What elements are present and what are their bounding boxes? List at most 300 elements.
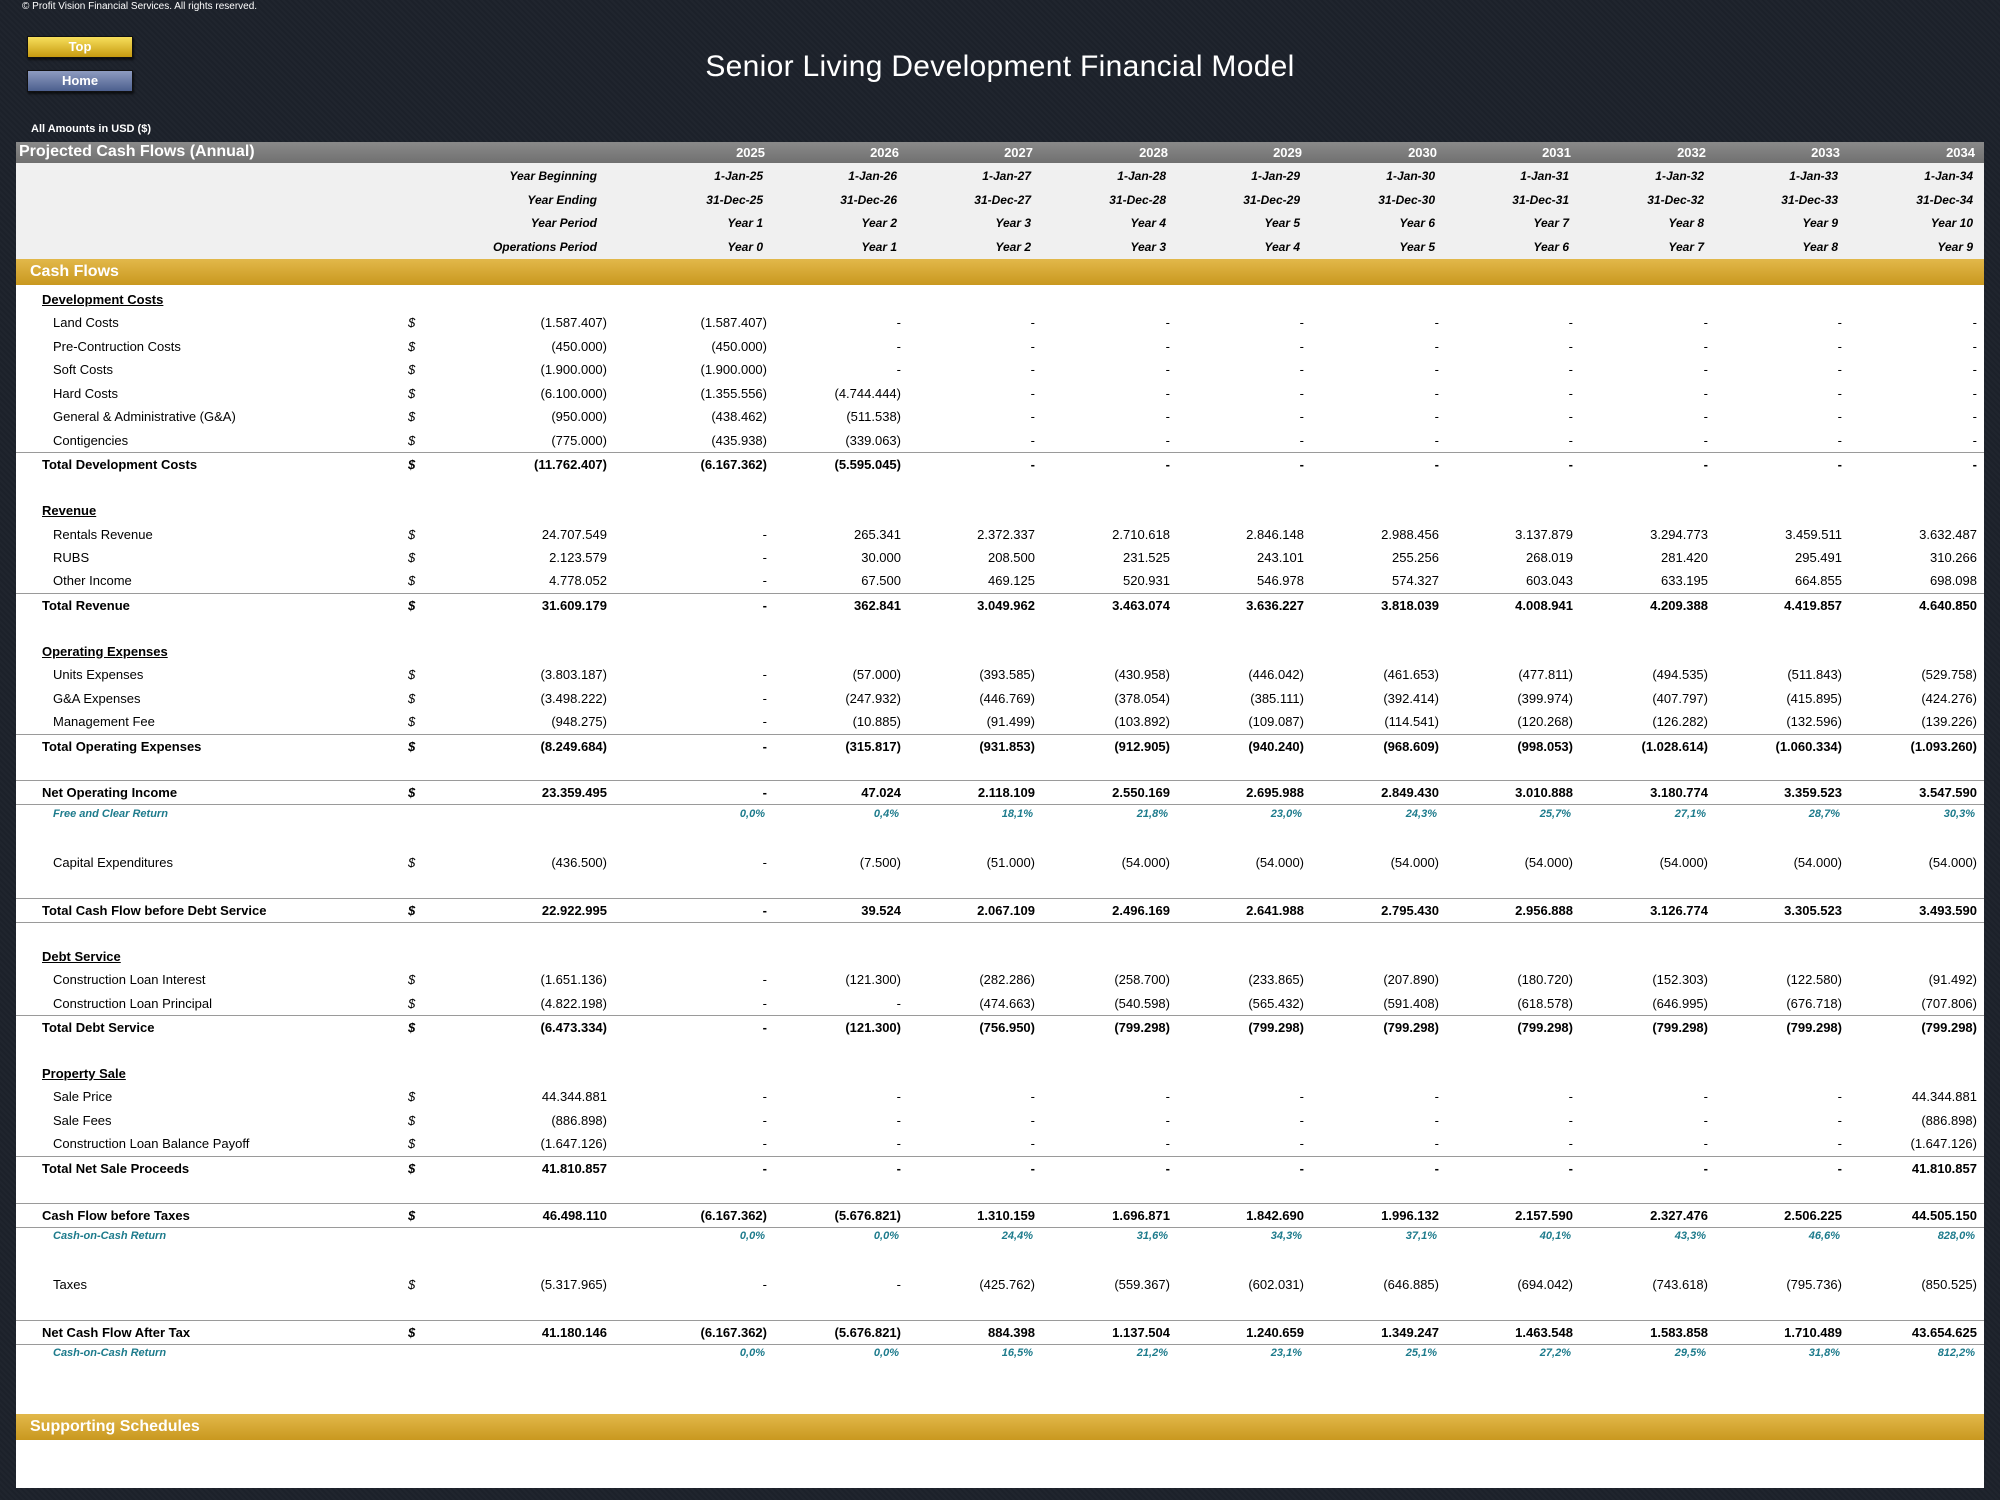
year-cell: 2.846.148 bbox=[1246, 526, 1304, 542]
year-cell: - bbox=[1837, 1112, 1842, 1128]
year-cell: 4.209.388 bbox=[1650, 597, 1708, 613]
year-cell: - bbox=[1165, 1112, 1170, 1128]
year-cell: (5.676.821) bbox=[834, 1207, 901, 1223]
year-cell: - bbox=[1030, 315, 1035, 331]
year-cell: 2.506.225 bbox=[1784, 1207, 1842, 1223]
row-management-fee bbox=[16, 710, 1984, 733]
year-cell: (393.585) bbox=[979, 667, 1035, 683]
period-header-block bbox=[16, 163, 1984, 259]
year-cell: - bbox=[1837, 1089, 1842, 1105]
year-cell: - bbox=[1703, 385, 1708, 401]
year-cell: 41.810.857 bbox=[1911, 1160, 1977, 1176]
year-cell: 3.305.523 bbox=[1784, 902, 1842, 918]
year-cell: (10.885) bbox=[852, 714, 901, 730]
row-sale-fees bbox=[16, 1109, 1984, 1132]
row-label: Construction Loan Balance Payoff bbox=[53, 1136, 250, 1152]
year-cell: 281.420 bbox=[1661, 549, 1708, 565]
year-cell: (676.718) bbox=[1786, 995, 1842, 1011]
year-cell: - bbox=[1972, 362, 1977, 378]
year-cell: - bbox=[1030, 385, 1035, 401]
year-cell: (1.900.000) bbox=[700, 362, 767, 378]
year-cell: (743.618) bbox=[1652, 1276, 1708, 1292]
year-cell: (6.167.362) bbox=[700, 1324, 767, 1340]
year-cell: - bbox=[1030, 1089, 1035, 1105]
period-header-cell: Year 1 bbox=[861, 239, 897, 254]
period-header-label: Year Beginning bbox=[509, 169, 597, 183]
year-header: 2029 bbox=[1273, 145, 1302, 160]
row-label: Total Cash Flow before Debt Service bbox=[42, 902, 267, 918]
total-cell: 31.609.179 bbox=[541, 597, 607, 613]
year-cell: (247.932) bbox=[845, 690, 901, 706]
row-label: Free and Clear Return bbox=[53, 807, 168, 820]
year-cell: - bbox=[1703, 432, 1708, 448]
year-cell: 30,3% bbox=[1943, 807, 1975, 820]
year-cell: 39.524 bbox=[861, 902, 901, 918]
year-cell: (756.950) bbox=[979, 1019, 1035, 1035]
year-cell: (399.974) bbox=[1517, 690, 1573, 706]
row-label: Rentals Revenue bbox=[53, 526, 153, 542]
row-operating-expenses bbox=[16, 640, 1984, 663]
year-cell: (540.598) bbox=[1114, 995, 1170, 1011]
year-cell: - bbox=[1972, 457, 1977, 473]
year-cell: - bbox=[1703, 457, 1708, 473]
year-cell: 2.956.888 bbox=[1515, 902, 1573, 918]
period-header-row bbox=[16, 236, 1984, 259]
year-cell: 603.043 bbox=[1526, 573, 1573, 589]
year-cell: 29,5% bbox=[1674, 1347, 1706, 1360]
year-cell: (139.226) bbox=[1921, 714, 1977, 730]
row-label: Property Sale bbox=[42, 1065, 126, 1081]
year-cell: 24,4% bbox=[1001, 1230, 1033, 1242]
year-cell: 2.795.430 bbox=[1381, 902, 1439, 918]
period-header-cell: 31-Dec-28 bbox=[1109, 192, 1166, 207]
period-header-cell: Year 6 bbox=[1399, 216, 1435, 230]
year-cell: (4.744.444) bbox=[834, 385, 901, 401]
total-cell: (1.647.126) bbox=[540, 1136, 607, 1152]
year-cell: 3.818.039 bbox=[1381, 597, 1439, 613]
currency-symbol: $ bbox=[408, 549, 416, 565]
year-cell: - bbox=[896, 1160, 901, 1176]
year-cell: 698.098 bbox=[1930, 573, 1977, 589]
year-cell: - bbox=[762, 854, 767, 870]
year-cell: 2.067.109 bbox=[977, 902, 1035, 918]
period-header-cell: Year 7 bbox=[1533, 216, 1569, 230]
year-cell: - bbox=[1299, 385, 1304, 401]
row-label: Other Income bbox=[53, 573, 132, 589]
total-cell: (8.249.684) bbox=[540, 738, 607, 754]
year-cell: 310.266 bbox=[1930, 549, 1977, 565]
currency-symbol: $ bbox=[408, 995, 416, 1011]
row-blank bbox=[16, 874, 1984, 897]
year-cell: - bbox=[1299, 1112, 1304, 1128]
year-cell: 546.978 bbox=[1257, 573, 1304, 589]
year-cell: (940.240) bbox=[1248, 738, 1304, 754]
year-cell: 362.841 bbox=[854, 597, 901, 613]
year-cell: (54.000) bbox=[1524, 854, 1573, 870]
year-cell: - bbox=[1568, 362, 1573, 378]
year-cell: - bbox=[1568, 409, 1573, 425]
row-g-a-expenses bbox=[16, 687, 1984, 710]
period-header-row bbox=[16, 165, 1984, 188]
year-cell: (511.843) bbox=[1787, 667, 1842, 683]
total-cell: (11.762.407) bbox=[533, 457, 607, 473]
year-cell: (998.053) bbox=[1517, 738, 1573, 754]
year-cell: (477.811) bbox=[1518, 667, 1573, 683]
period-header-cell: 1-Jan-25 bbox=[714, 169, 763, 183]
period-header-cell: 1-Jan-26 bbox=[848, 169, 897, 183]
total-cell: (3.498.222) bbox=[540, 690, 607, 706]
year-cell: 0,0% bbox=[739, 1230, 765, 1242]
year-cell: 812,2% bbox=[1937, 1347, 1975, 1360]
year-cell: (931.853) bbox=[979, 738, 1035, 754]
year-cell: - bbox=[1030, 432, 1035, 448]
year-cell: - bbox=[1568, 1136, 1573, 1152]
home-button[interactable]: Home bbox=[27, 70, 133, 92]
total-cell: 23.359.495 bbox=[541, 785, 607, 801]
year-cell: 255.256 bbox=[1392, 549, 1439, 565]
year-cell: - bbox=[1434, 1136, 1439, 1152]
currency-symbol: $ bbox=[408, 385, 416, 401]
year-cell: (707.806) bbox=[1921, 995, 1977, 1011]
row-land-costs bbox=[16, 311, 1984, 334]
row-other-income bbox=[16, 569, 1984, 592]
year-cell: 574.327 bbox=[1392, 573, 1439, 589]
year-header: 2030 bbox=[1408, 145, 1437, 160]
year-cell: (207.890) bbox=[1383, 972, 1439, 988]
year-cell: - bbox=[762, 1019, 767, 1035]
year-cell: - bbox=[1299, 338, 1304, 354]
year-cell: 265.341 bbox=[854, 526, 901, 542]
period-header-cell: Year 1 bbox=[727, 216, 763, 230]
year-cell: (430.958) bbox=[1114, 667, 1170, 683]
year-cell: (446.769) bbox=[979, 690, 1035, 706]
currency-symbol: $ bbox=[408, 432, 416, 448]
row-label: RUBS bbox=[53, 549, 90, 565]
year-cell: - bbox=[896, 315, 901, 331]
year-cell: (132.596) bbox=[1786, 714, 1842, 730]
year-cell: (7.500) bbox=[859, 854, 901, 870]
year-cell: (233.865) bbox=[1248, 972, 1304, 988]
row-label: Construction Loan Principal bbox=[53, 995, 212, 1011]
year-cell: 31,6% bbox=[1136, 1230, 1168, 1242]
year-cell: (1.060.334) bbox=[1775, 738, 1842, 754]
year-cell: 268.019 bbox=[1526, 549, 1573, 565]
currency-symbol: $ bbox=[408, 1019, 416, 1035]
year-cell: 2.157.590 bbox=[1515, 1207, 1573, 1223]
currency-symbol: $ bbox=[408, 972, 416, 988]
year-cell: 1.710.489 bbox=[1784, 1324, 1842, 1340]
year-cell: (435.938) bbox=[711, 432, 767, 448]
row-capital-expenditures bbox=[16, 851, 1984, 874]
year-cell: (122.580) bbox=[1786, 972, 1842, 988]
year-cell: 1.310.159 bbox=[977, 1207, 1035, 1223]
year-cell: 664.855 bbox=[1795, 573, 1842, 589]
year-cell: (57.000) bbox=[852, 667, 901, 683]
year-cell: (438.462) bbox=[711, 409, 767, 425]
year-cell: 3.359.523 bbox=[1784, 785, 1842, 801]
period-header-cell: 1-Jan-27 bbox=[982, 169, 1031, 183]
year-cell: - bbox=[1434, 1160, 1439, 1176]
year-cell: - bbox=[1299, 1136, 1304, 1152]
row-label: Net Cash Flow After Tax bbox=[42, 1324, 191, 1340]
row-cash-on-cash-return bbox=[16, 1226, 1984, 1249]
year-cell: - bbox=[1703, 1160, 1708, 1176]
year-cell: (968.609) bbox=[1383, 738, 1439, 754]
year-cell: (912.905) bbox=[1114, 738, 1170, 754]
total-cell: 2.123.579 bbox=[549, 549, 607, 565]
row-label: Total Debt Service bbox=[42, 1019, 155, 1035]
year-cell: (425.762) bbox=[979, 1276, 1035, 1292]
total-cell: 46.498.110 bbox=[542, 1207, 607, 1223]
year-cell: (886.898) bbox=[1921, 1112, 1977, 1128]
year-cell: - bbox=[1299, 362, 1304, 378]
total-cell: (1.651.136) bbox=[540, 972, 607, 988]
year-cell: - bbox=[762, 597, 767, 613]
cash-flows-title: Cash Flows bbox=[30, 263, 119, 280]
year-cell: (795.736) bbox=[1786, 1276, 1842, 1292]
year-cell: - bbox=[1568, 315, 1573, 331]
period-header-label: Operations Period bbox=[492, 239, 597, 254]
row-construction-loan-balance-payoff bbox=[16, 1132, 1984, 1155]
year-cell: - bbox=[896, 1112, 901, 1128]
year-cell: - bbox=[1837, 315, 1842, 331]
year-cell: - bbox=[1972, 315, 1977, 331]
row-label: Sale Price bbox=[53, 1089, 113, 1105]
row-label: Total Development Costs bbox=[42, 457, 198, 473]
row-label: Total Operating Expenses bbox=[42, 738, 202, 754]
period-header-cell: Year 4 bbox=[1130, 216, 1166, 230]
year-header: 2032 bbox=[1677, 145, 1706, 160]
period-header-cell: Year 5 bbox=[1399, 239, 1435, 254]
row-property-sale bbox=[16, 1062, 1984, 1085]
year-cell: - bbox=[1434, 385, 1439, 401]
year-cell: (799.298) bbox=[1248, 1019, 1304, 1035]
row-total-cash-flow-before-debt-service bbox=[16, 898, 1984, 923]
year-cell: - bbox=[896, 338, 901, 354]
year-cell: (602.031) bbox=[1248, 1276, 1304, 1292]
year-cell: 3.493.590 bbox=[1919, 902, 1977, 918]
row-rubs bbox=[16, 546, 1984, 569]
year-cell: - bbox=[1703, 338, 1708, 354]
year-header: 2028 bbox=[1139, 145, 1168, 160]
year-cell: 27,1% bbox=[1674, 807, 1706, 820]
year-cell: (1.028.614) bbox=[1641, 738, 1708, 754]
row-construction-loan-principal bbox=[16, 992, 1984, 1015]
year-cell: - bbox=[1434, 409, 1439, 425]
year-cell: 27,2% bbox=[1539, 1347, 1571, 1360]
year-cell: (91.492) bbox=[1928, 972, 1977, 988]
year-cell: - bbox=[1434, 362, 1439, 378]
year-cell: - bbox=[762, 902, 767, 918]
year-cell: (51.000) bbox=[986, 854, 1035, 870]
total-cell: 44.344.881 bbox=[541, 1089, 607, 1105]
period-header-cell: Year 2 bbox=[861, 216, 897, 230]
year-cell: (6.167.362) bbox=[700, 457, 767, 473]
year-cell: 4.419.857 bbox=[1784, 597, 1842, 613]
year-cell: 21,2% bbox=[1136, 1347, 1168, 1360]
year-cell: 2.710.618 bbox=[1112, 526, 1170, 542]
total-cell: (1.587.407) bbox=[540, 315, 607, 331]
year-cell: 1.696.871 bbox=[1112, 1207, 1170, 1223]
year-cell: - bbox=[1299, 432, 1304, 448]
supporting-schedules-title: Supporting Schedules bbox=[30, 1418, 200, 1435]
period-header-cell: 31-Dec-32 bbox=[1647, 192, 1704, 207]
year-cell: - bbox=[762, 972, 767, 988]
year-cell: (121.300) bbox=[845, 1019, 901, 1035]
year-cell: 18,1% bbox=[1001, 807, 1033, 820]
year-cell: 4.640.850 bbox=[1919, 597, 1977, 613]
period-header-row bbox=[16, 189, 1984, 212]
year-cell: - bbox=[1030, 457, 1035, 473]
year-cell: 2.496.169 bbox=[1112, 902, 1170, 918]
year-cell: 2.988.456 bbox=[1381, 526, 1439, 542]
row-label: Operating Expenses bbox=[42, 643, 168, 659]
period-header-cell: Year 8 bbox=[1802, 239, 1838, 254]
row-units-expenses bbox=[16, 663, 1984, 686]
row-blank bbox=[16, 1179, 1984, 1202]
row-label: Total Net Sale Proceeds bbox=[42, 1160, 190, 1176]
period-header-cell: Year 5 bbox=[1264, 216, 1300, 230]
year-cell: - bbox=[1165, 1136, 1170, 1152]
currency-symbol: $ bbox=[408, 1207, 416, 1223]
year-cell: 208.500 bbox=[988, 549, 1035, 565]
year-cell: 47.024 bbox=[861, 785, 901, 801]
row-pre-contruction-costs bbox=[16, 335, 1984, 358]
row-sale-price bbox=[16, 1085, 1984, 1108]
total-cell: (3.803.187) bbox=[540, 667, 607, 683]
year-cell: (54.000) bbox=[1255, 854, 1304, 870]
row-total-revenue bbox=[16, 593, 1984, 617]
year-cell: (392.414) bbox=[1383, 690, 1439, 706]
year-cell: (415.895) bbox=[1786, 690, 1842, 706]
period-header-cell: 1-Jan-29 bbox=[1251, 169, 1300, 183]
year-cell: 1.349.247 bbox=[1381, 1324, 1439, 1340]
year-cell: (103.892) bbox=[1114, 714, 1170, 730]
row-label: Hard Costs bbox=[53, 385, 119, 401]
supporting-schedules-bar[interactable] bbox=[16, 1414, 1984, 1440]
row-development-costs bbox=[16, 288, 1984, 311]
year-cell: (799.298) bbox=[1383, 1019, 1439, 1035]
year-cell: - bbox=[762, 1136, 767, 1152]
year-cell: - bbox=[896, 1136, 901, 1152]
period-header-cell: 1-Jan-31 bbox=[1520, 169, 1569, 183]
row-cash-on-cash-return bbox=[16, 1343, 1984, 1366]
year-cell: (91.499) bbox=[986, 714, 1035, 730]
row-hard-costs bbox=[16, 382, 1984, 405]
amounts-currency-label: All Amounts in USD ($) bbox=[31, 123, 151, 135]
row-label: G&A Expenses bbox=[53, 690, 141, 706]
row-label: Contigencies bbox=[53, 432, 129, 448]
year-cell: - bbox=[1434, 1089, 1439, 1105]
year-cell: 2.118.109 bbox=[977, 785, 1035, 801]
currency-symbol: $ bbox=[408, 597, 416, 613]
year-cell: 43.654.625 bbox=[1911, 1324, 1977, 1340]
year-cell: (1.355.556) bbox=[700, 385, 767, 401]
year-cell: 44.505.150 bbox=[1911, 1207, 1977, 1223]
year-cell: 243.101 bbox=[1257, 549, 1304, 565]
year-cell: (180.720) bbox=[1517, 972, 1573, 988]
year-cell: 1.240.659 bbox=[1246, 1324, 1304, 1340]
period-header-cell: Year 4 bbox=[1264, 239, 1300, 254]
currency-symbol: $ bbox=[408, 409, 416, 425]
year-cell: (529.758) bbox=[1921, 667, 1977, 683]
year-cell: 43,3% bbox=[1674, 1230, 1706, 1242]
total-cell: (436.500) bbox=[551, 854, 607, 870]
row-general-administrative-g-a bbox=[16, 405, 1984, 428]
year-cell: (511.538) bbox=[846, 409, 901, 425]
year-cell: 3.180.774 bbox=[1650, 785, 1708, 801]
year-cell: 23,1% bbox=[1270, 1347, 1302, 1360]
year-cell: 0,0% bbox=[873, 1347, 899, 1360]
year-cell: - bbox=[1165, 362, 1170, 378]
year-cell: (258.700) bbox=[1114, 972, 1170, 988]
row-label: Units Expenses bbox=[53, 667, 144, 683]
year-cell: - bbox=[896, 995, 901, 1011]
period-header-cell: Year 3 bbox=[995, 216, 1031, 230]
year-cell: - bbox=[1434, 1112, 1439, 1128]
year-cell: 1.842.690 bbox=[1246, 1207, 1304, 1223]
period-header-cell: 1-Jan-33 bbox=[1789, 169, 1838, 183]
year-cell: 1.137.504 bbox=[1112, 1324, 1170, 1340]
year-cell: - bbox=[1837, 409, 1842, 425]
currency-symbol: $ bbox=[408, 1089, 416, 1105]
period-header-cell: Year 2 bbox=[995, 239, 1031, 254]
year-cell: 31,8% bbox=[1808, 1347, 1840, 1360]
year-cell: - bbox=[1165, 432, 1170, 448]
row-taxes bbox=[16, 1273, 1984, 1296]
year-cell: 0,0% bbox=[739, 1347, 765, 1360]
total-cell: 24.707.549 bbox=[541, 526, 607, 542]
row-cash-flow-before-taxes bbox=[16, 1203, 1984, 1228]
year-cell: (450.000) bbox=[711, 338, 767, 354]
year-cell: 4.008.941 bbox=[1515, 597, 1573, 613]
year-cell: (152.303) bbox=[1652, 972, 1708, 988]
year-cell: (109.087) bbox=[1248, 714, 1304, 730]
year-cell: 25,1% bbox=[1405, 1347, 1437, 1360]
row-label: Revenue bbox=[42, 503, 97, 519]
year-cell: 2.372.337 bbox=[977, 526, 1035, 542]
row-blank bbox=[16, 476, 1984, 499]
year-cell: (646.885) bbox=[1383, 1276, 1439, 1292]
period-header-cell: 1-Jan-30 bbox=[1386, 169, 1435, 183]
year-cell: (799.298) bbox=[1517, 1019, 1573, 1035]
year-cell: - bbox=[1972, 409, 1977, 425]
row-label: Pre-Contruction Costs bbox=[53, 338, 181, 354]
year-cell: 3.010.888 bbox=[1515, 785, 1573, 801]
year-cell: - bbox=[1837, 457, 1842, 473]
currency-symbol: $ bbox=[408, 714, 416, 730]
year-cell: 46,6% bbox=[1808, 1230, 1840, 1242]
year-cell: - bbox=[762, 785, 767, 801]
year-cell: (646.995) bbox=[1652, 995, 1708, 1011]
year-cell: (461.653) bbox=[1383, 667, 1439, 683]
year-cell: (282.286) bbox=[979, 972, 1035, 988]
period-header-cell: Year 8 bbox=[1668, 216, 1704, 230]
year-cell: 2.641.988 bbox=[1246, 902, 1304, 918]
period-header-cell: 31-Dec-25 bbox=[706, 192, 763, 207]
total-cell: (886.898) bbox=[551, 1112, 607, 1128]
year-cell: 633.195 bbox=[1661, 573, 1708, 589]
year-cell: - bbox=[1703, 409, 1708, 425]
row-total-debt-service bbox=[16, 1015, 1984, 1039]
year-cell: - bbox=[762, 549, 767, 565]
top-button[interactable]: Top bbox=[27, 36, 133, 58]
row-blank bbox=[16, 1038, 1984, 1061]
year-cell: - bbox=[1030, 1112, 1035, 1128]
year-cell: - bbox=[1030, 362, 1035, 378]
total-cell: 41.180.146 bbox=[541, 1324, 607, 1340]
row-blank bbox=[16, 1249, 1984, 1272]
